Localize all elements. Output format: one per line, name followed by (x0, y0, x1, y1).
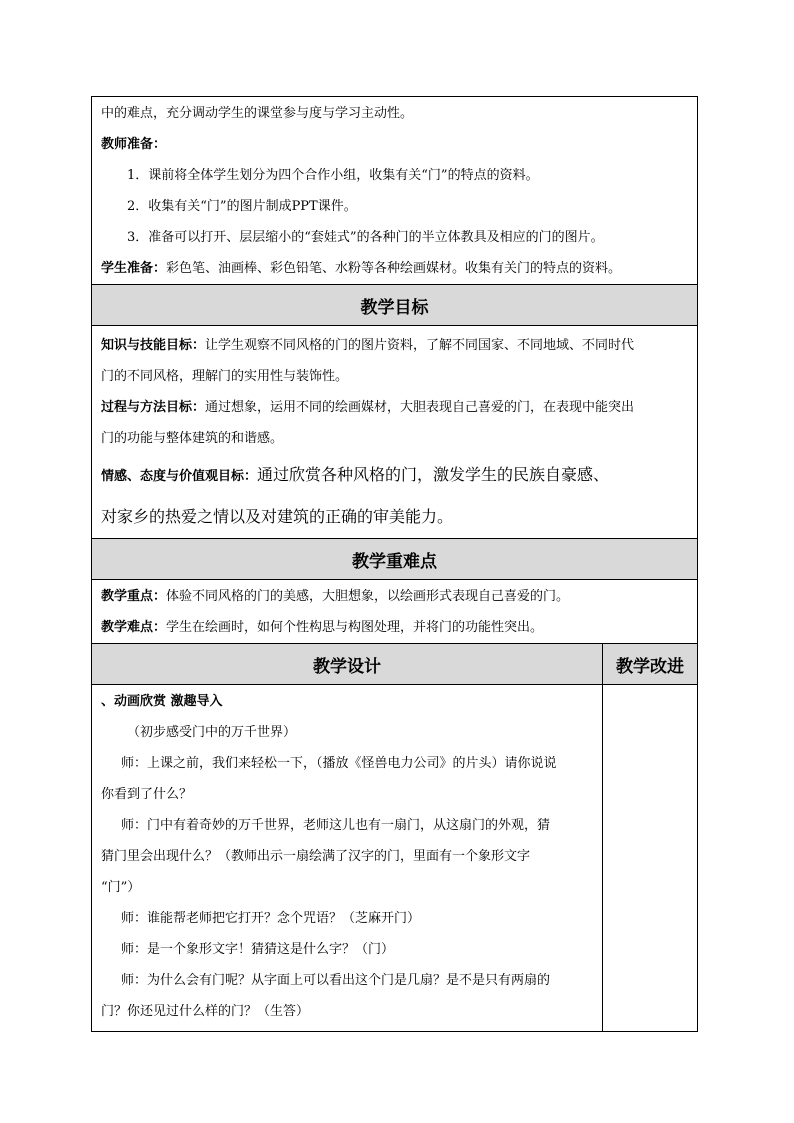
design-line-9: 师：为什么会有门呢？从字面上可以看出这个门是几扇？是不是只有两扇的 (121, 973, 551, 988)
goals-header: 教学目标 (92, 285, 698, 326)
process-goal-line-1 (101, 392, 688, 423)
knowledge-goal-label: 知识与技能目标： (101, 338, 206, 353)
design-line-3: 你看到了什么？ (101, 787, 193, 802)
lesson-plan-sheet (91, 96, 697, 1032)
key-row (92, 580, 698, 644)
emotion-goal-text-1: 通过欣赏各种风格的门，激发学生的民族自豪感、 (257, 465, 610, 484)
key-points-cell (92, 580, 698, 644)
emotion-goal-label: 情感、态度与价值观目标： (101, 469, 258, 484)
goals-cell (92, 326, 698, 539)
improvement-cell (603, 685, 698, 1032)
focus-text: 体验不同风格的门的美感，大胆想象，以绘画形式表现自己喜爱的门。 (166, 589, 570, 604)
teacher-prep-item-3: 3．准备可以打开、层层缩小的“套娃式”的各种门的半立体教具及相应的门的图片。 (127, 230, 604, 245)
design-header-row (92, 644, 698, 685)
student-prep-line (101, 253, 688, 284)
preparation-cell (92, 97, 698, 285)
knowledge-goal-line-1 (101, 330, 688, 361)
design-line-8: 师：是一个象形文字！猜猜这是什么字？（门） (121, 942, 395, 957)
teacher-prep-item-1: 1．课前将全体学生划分为四个合作小组，收集有关“门”的特点的资料。 (127, 168, 539, 183)
design-line-6: “门”） (101, 880, 141, 895)
design-line-2: 师：上课之前，我们来轻松一下，（播放《怪兽电力公司》的片头）请你说说 (121, 756, 557, 771)
teacher-prep-item-2: 2．收集有关“门”的图片制成PPT课件。 (127, 199, 357, 214)
key-points-header: 教学重难点 (92, 539, 698, 580)
goals-row (92, 326, 698, 539)
prep-continuation-line: 中的难点，充分调动学生的课堂参与度与学习主动性。 (101, 106, 414, 121)
emotion-goal-line-2: 对家乡的热爱之情以及对建筑的正确的审美能力。 (101, 507, 454, 526)
process-goal-text-1: 通过想象，运用不同的绘画媒材，大胆表现自己喜爱的门，在表现中能突出 (205, 400, 635, 415)
student-prep-label: 学生准备： (101, 261, 167, 276)
focus-line (101, 581, 688, 612)
design-line-10: 门？你还见过什么样的门？（生答） (101, 1004, 310, 1019)
process-goal-label: 过程与方法目标： (101, 400, 206, 415)
design-line-4: 师：门中有着奇妙的万千世界，老师这儿也有一扇门，从这扇门的外观，猜 (121, 818, 551, 833)
student-prep-text: 彩色笔、油画棒、彩色铅笔、水粉等各种绘画媒材。收集有关门的特点的资料。 (166, 261, 622, 276)
lesson-plan-table (91, 96, 698, 1032)
difficulty-text: 学生在绘画时，如何个性构思与构图处理，并将门的功能性突出。 (166, 620, 544, 635)
preparation-row (92, 97, 698, 285)
difficulty-label: 教学难点： (101, 620, 167, 635)
improvement-header: 教学改进 (603, 644, 698, 685)
design-header: 教学设计 (92, 644, 603, 685)
key-header-row (92, 539, 698, 580)
knowledge-goal-text-1: 让学生观察不同风格的门的图片资料，了解不同国家、不同地域、不同时代 (205, 338, 635, 353)
difficulty-line (101, 612, 688, 643)
design-line-5: 猜门里会出现什么？（教师出示一扇绘满了汉字的门，里面有一个象形文字 (101, 849, 531, 864)
knowledge-goal-line-2: 门的不同风格，理解门的实用性与装饰性。 (101, 369, 349, 384)
design-section-title: 、动画欣赏 激趣导入 (101, 694, 223, 709)
goals-header-row (92, 285, 698, 326)
design-line-1: （初步感受门中的万千世界） (127, 725, 297, 740)
emotion-goal-line-1 (101, 458, 688, 494)
design-cell (92, 685, 603, 1032)
process-goal-line-2: 门的功能与整体建筑的和谐感。 (101, 431, 284, 446)
teacher-prep-label: 教师准备： (101, 137, 167, 152)
design-line-7: 师：谁能帮老师把它打开？念个咒语？（芝麻开门） (121, 911, 421, 926)
design-row (92, 685, 698, 1032)
focus-label: 教学重点： (101, 589, 167, 604)
